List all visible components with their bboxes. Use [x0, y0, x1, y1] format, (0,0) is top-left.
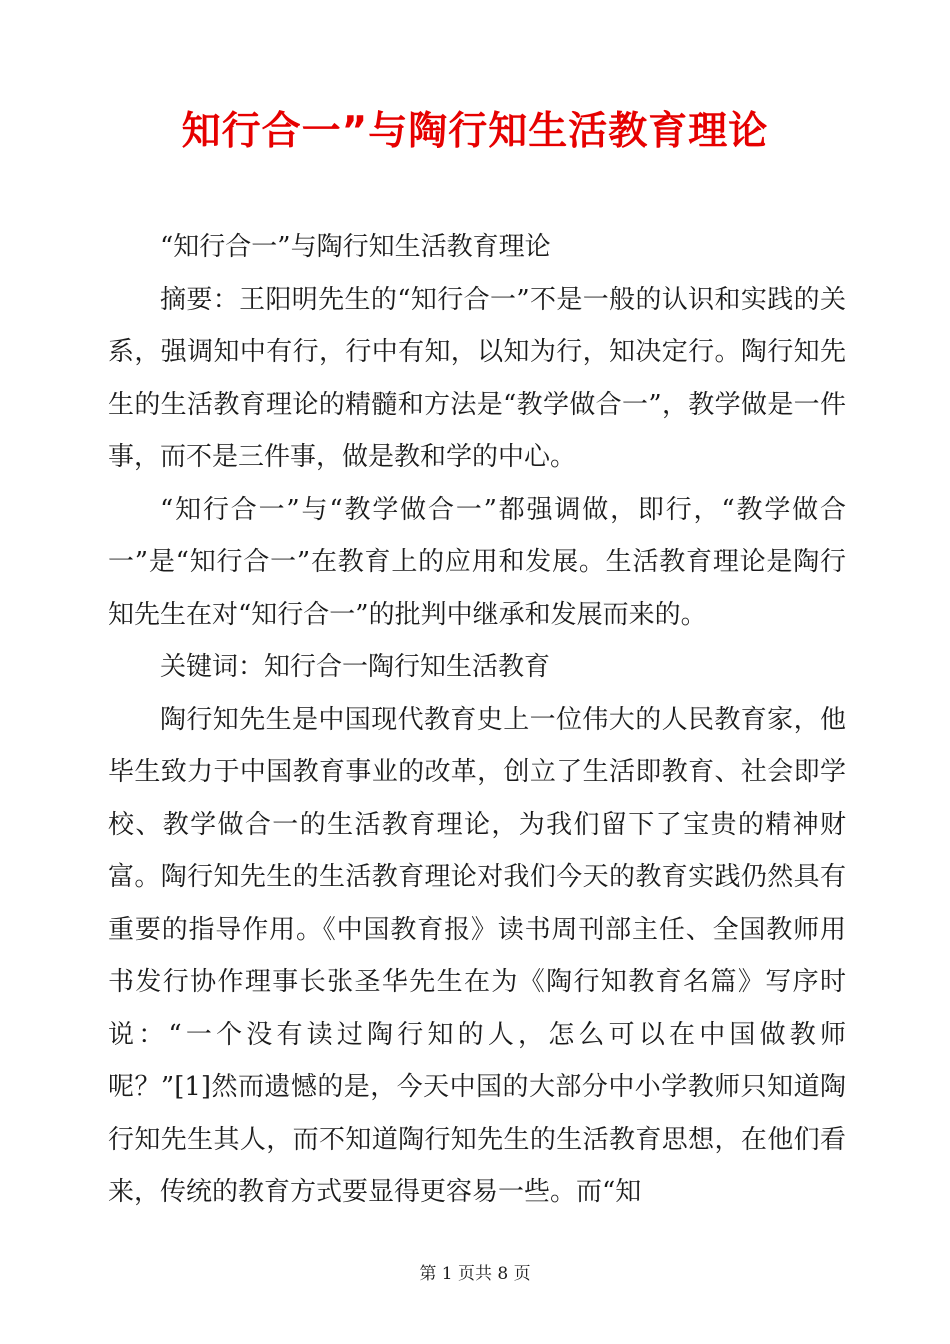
abstract-paragraph: 摘要：王阳明先生的“知行合一”不是一般的认识和实践的关系，强调知中有行，行中有知，以知为行，知决定行。陶行知先生的生活教育理论的精髓和方法是“教学做合一”，教学做是一件事，而不是三件事，做是教和学的中心。	[108, 284, 846, 472]
body-paragraph: 陶行知先生是中国现代教育史上一位伟大的人民教育家，他毕生致力于中国教育事业的改革，创立了生活即教育、社会即学校、教学做合一的生活教育理论，为我们留下了宝贵的精神财富。陶行知先生的生活教育理论对我们今天的教育实践仍然具有重要的指导作用。《中国教育报》读书周刊部主任、全国教师用书发行协作理事长张圣华先生在为《陶行知教育名篇》写序时说：“一个没有读过陶行知的人，怎么可以在中国做教师呢？”[1]然而遗憾的是，今天中国的大部分中小学教师只知道陶行知先生其人，而不知道陶行知先生的生活教育思想，在他们看来，传统的教育方式要显得更容易一些。而“知	[108, 704, 846, 1207]
subtitle-paragraph: “知行合一”与陶行知生活教育理论	[160, 232, 551, 262]
abstract-continued-paragraph: “知行合一”与“教学做合一”都强调做，即行，“教学做合一”是“知行合一”在教育上的应用和发展。生活教育理论是陶行知先生在对“知行合一”的批判中继承和发展而来的。	[108, 494, 846, 630]
document-body	[108, 221, 846, 1219]
page-number-footer: 第 1 页共 8 页	[419, 1264, 531, 1284]
keywords-paragraph: 关键词：知行合一陶行知生活教育	[160, 652, 551, 682]
document-title: 知行合一”与陶行知生活教育理论	[181, 109, 769, 154]
